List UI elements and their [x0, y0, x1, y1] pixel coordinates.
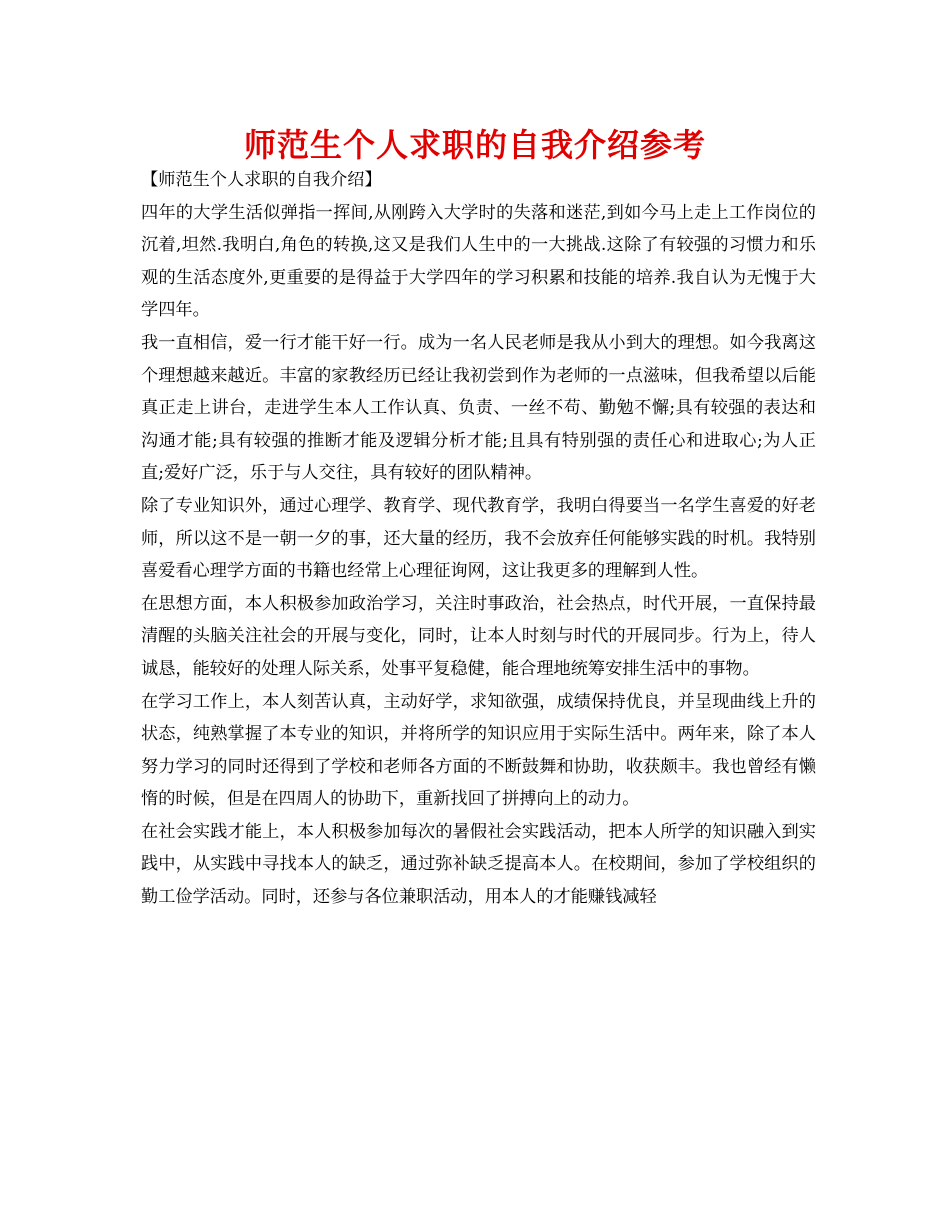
document-title: 师范生个人求职的自我介绍参考: [243, 126, 706, 164]
paragraph-6: 在社会实践才能上，本人积极参加每次的暑假社会实践活动，把本人所学的知识融入到实践中，从实践中寻找本人的缺乏，通过弥补缺乏提高本人。在校期间，参加了学校组织的勤工俭学活动。同时，还参与各位兼职活动，用本人的才能赚钱减轻: [141, 821, 816, 908]
paragraph-4: 在思想方面，本人积极参加政治学习，关注时事政治，社会热点，时代开展，一直保持最清醒的头脑关注社会的开展与变化，同时，让本人时刻与时代的开展同步。行为上，待人诚恳，能较好的处理人际关系，处事平复稳健，能合理地统筹安排生活中的事物。: [141, 593, 816, 679]
section-heading: 【师范生个人求职的自我介绍】: [141, 170, 382, 190]
paragraph-3: 除了专业知识外，通过心理学、教育学、现代教育学，我明白得要当一名学生喜爱的好老师，所以这不是一朝一夕的事，还大量的经历，我不会放弃任何能够实践的时机。我特别喜爱看心理学方面的书籍也经常上心理征询网，这让我更多的理解到人性。: [141, 495, 816, 582]
paragraph-5: 在学习工作上，本人刻苦认真，主动好学，求知欲强，成绩保持优良，并呈现曲线上升的状态，纯熟掌握了本专业的知识，并将所学的知识应用于实际生活中。两年来，除了本人努力学习的同时还得到了学校和老师各方面的不断鼓舞和协助，收获颇丰。我也曾经有懒惰的时候，但是在四周人的协助下，重新找回了拼搏向上的动力。: [141, 691, 816, 810]
document-body: [141, 164, 816, 914]
paragraph-1: 四年的大学生活似弹指一挥间,从刚跨入大学时的失落和迷茫,到如今马上走上工作岗位的沉着,坦然.我明白,角色的转换,这又是我们人生中的一大挑战.这除了有较强的习惯力和乐观的生活态度外,更重要的是得益于大学四年的学习积累和技能的培养.我自认为无愧于大学四年。: [141, 202, 816, 321]
paragraph-2: 我一直相信，爱一行才能干好一行。成为一名人民老师是我从小到大的理想。如今我离这个理想越来越近。丰富的家教经历已经让我初尝到作为老师的一点滋味，但我希望以后能真正走上讲台，走进学生本人工作认真、负责、一丝不苟、勤勉不懈;具有较强的表达和沟通才能;具有较强的推断才能及逻辑分析才能;且具有特别强的责任心和进取心;为人正直;爱好广泛，乐于与人交往，具有较好的团队精神。: [141, 332, 816, 484]
